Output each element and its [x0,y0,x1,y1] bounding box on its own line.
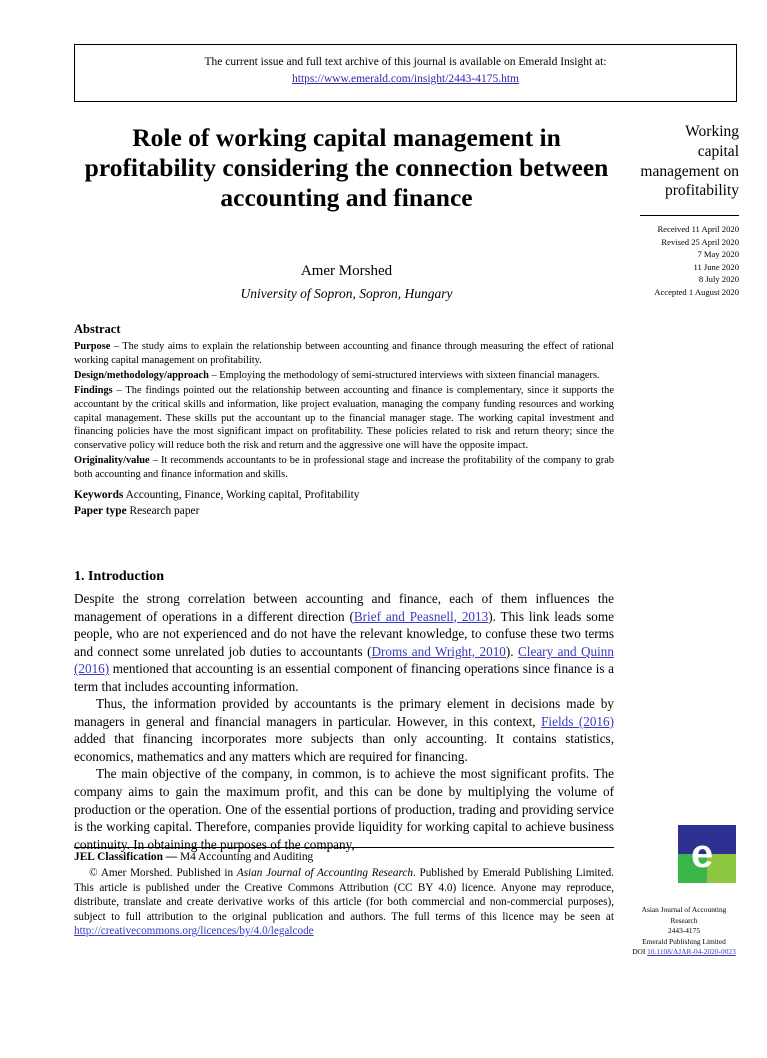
history-date: Accepted 1 August 2020 [654,286,739,297]
abstract-item-text: – The study aims to explain the relationship between accounting and finance through measuring the effect of rational working capital management on profitability. [74,341,614,366]
paper-type-value: Research paper [126,504,200,517]
history-date: Revised 25 April 2020 [661,236,739,247]
citation-link[interactable]: Fields (2016) [541,713,614,729]
journal-publisher: Emerald Publishing Limited [642,936,726,946]
paper-type-line [74,505,614,517]
body-text-run: Thus, the information provided by accountants is the primary element in decisions made by managers in general and financial managers in particular. However, in this context, [74,696,614,729]
journal-doi [628,947,740,958]
license-statement [74,866,614,939]
citation-link[interactable]: Brief and Peasnell, 2013 [353,608,489,624]
abstract-item [74,384,614,453]
abstract-item-text: – It recommends accountants to be in professional stage and increase the profitability of the company to grab both accounting and finance information and skills. [74,455,614,481]
doi-label: DOI [632,947,648,957]
license-link[interactable]: http://creativecommons.org/licences/by/4.0/legalcode [74,925,314,938]
running-head-rail [640,122,739,298]
history-date: 7 May 2020 [697,249,739,260]
paper-type-label: Paper type [74,504,127,517]
abstract-item-label: Purpose [74,341,111,352]
emerald-logo [678,825,736,883]
rail-divider [640,215,739,216]
body-paragraph [74,695,614,765]
abstract-item [74,369,614,383]
license-journal-name: Asian Journal of Accounting Research [236,867,413,879]
license-text-run: © Amer Morshed. Published in [89,867,237,879]
abstract-item [74,454,614,481]
section-body [74,590,614,853]
abstract-item-text: – The findings pointed out the relationship between accounting and finance is complementary, since it supports the accountant by the critical skills and information, like project evaluation, managing the company funding resources and working capital management. These skills put the accountant up to the financial manager stage. The working capital investment and financing policies have the most significant impact on profitability. These policies related to risk and return theory; since the conservative policy will reduce both the risk and return and the aggressive one will have the opposite impact. [74,385,614,452]
history-date: Received 11 April 2020 [657,224,739,235]
license-text-run: . Published by Emerald Publishing Limited. This article is published under the Creative Commons Attribution (CC BY 4.0) licence. Anyone may reproduce, distribute, translate and create derivative works of this article (for both commercial and non-commercial purposes), subject to full attribution to the original publication and authors. The full terms of this licence may be seen at [74,867,615,923]
author-name: Amer Morshed [300,263,393,279]
author-affiliation: University of Sopron, Sopron, Hungary [240,286,453,301]
history-date: 8 July 2020 [698,274,739,285]
doi-link[interactable]: 10.1108/AJAR-04-2020-0023 [647,947,736,957]
journal-insight-link[interactable]: https://www.emerald.com/insight/2443-4175.htm [292,72,519,85]
journal-metadata [628,905,740,958]
citation-link[interactable]: Cleary and Quinn (2016) [74,643,614,677]
history-date: 11 June 2020 [693,261,739,272]
body-text-run: The main objective of the company, in common, is to achieve the most significant profits. The company aims to gain the maximum profit, and this can be done by multiplying the volume of production or the operation. One of the essential portions of production, trading and providing service is the working capital. Therefore, companies provide liquidity for working capital to achieve business continuity. In obtaining the purposes of the company, [74,766,614,852]
body-paragraph [74,590,614,695]
abstract-items [74,340,614,482]
abstract-item-text: – Employing the methodology of semi-structured interviews with sixteen financial managers. [208,369,600,381]
abstract-item-label: Findings [74,385,113,397]
body-text-run: ). [505,643,519,659]
jel-value: M4 Accounting and Auditing [177,851,314,863]
abstract-item [74,340,614,367]
journal-access-banner [74,44,737,102]
keywords-line [74,489,614,501]
journal-issn: 2443-4175 [667,926,701,936]
abstract-heading: Abstract [74,322,121,336]
abstract-item-label: Design/methodology/approach [74,369,209,381]
jel-label: JEL Classification — [74,851,178,863]
license-indent [74,867,89,879]
body-text-run: mentioned that accounting is an essential component of financing operations since finance is a term that includes accounting information. [74,661,614,694]
banner-line1: The current issue and full text archive of this journal is available on Emerald Insight at: [204,56,607,68]
logo-letter: e [691,832,714,876]
body-text-run: added that financing incorporates more subjects than only accounting. It contains statistics, economics, mathematics and any matters which are required for financing. [74,731,614,764]
running-title: Working capital management on profitability [640,123,739,200]
abstract-block [74,322,614,517]
page-title: Role of working capital management in profitability considering the connection between accounting and finance [84,123,609,212]
keywords-value: Accounting, Finance, Working capital, Profitability [123,488,360,501]
section-heading: 1. Introduction [74,569,164,584]
keywords-label: Keywords [74,488,124,501]
citation-link[interactable]: Droms and Wright, 2010 [371,643,506,659]
jel-classification [74,851,614,863]
abstract-item-label: Originality/value [74,455,150,467]
body-paragraph [74,765,614,853]
journal-name: Asian Journal of Accounting Research [641,905,727,925]
body-text-run: Despite the strong correlation between accounting and finance, each of them influences the management of operations in a different direction ( [74,591,614,624]
history-dates [640,223,739,298]
footer-divider [74,847,614,848]
body-text-run: ). This link leads some people, who are not experienced and do not have the relevant knowledge, to confuse these two terms and connect some unrelated job duties to accountants ( [74,608,614,659]
